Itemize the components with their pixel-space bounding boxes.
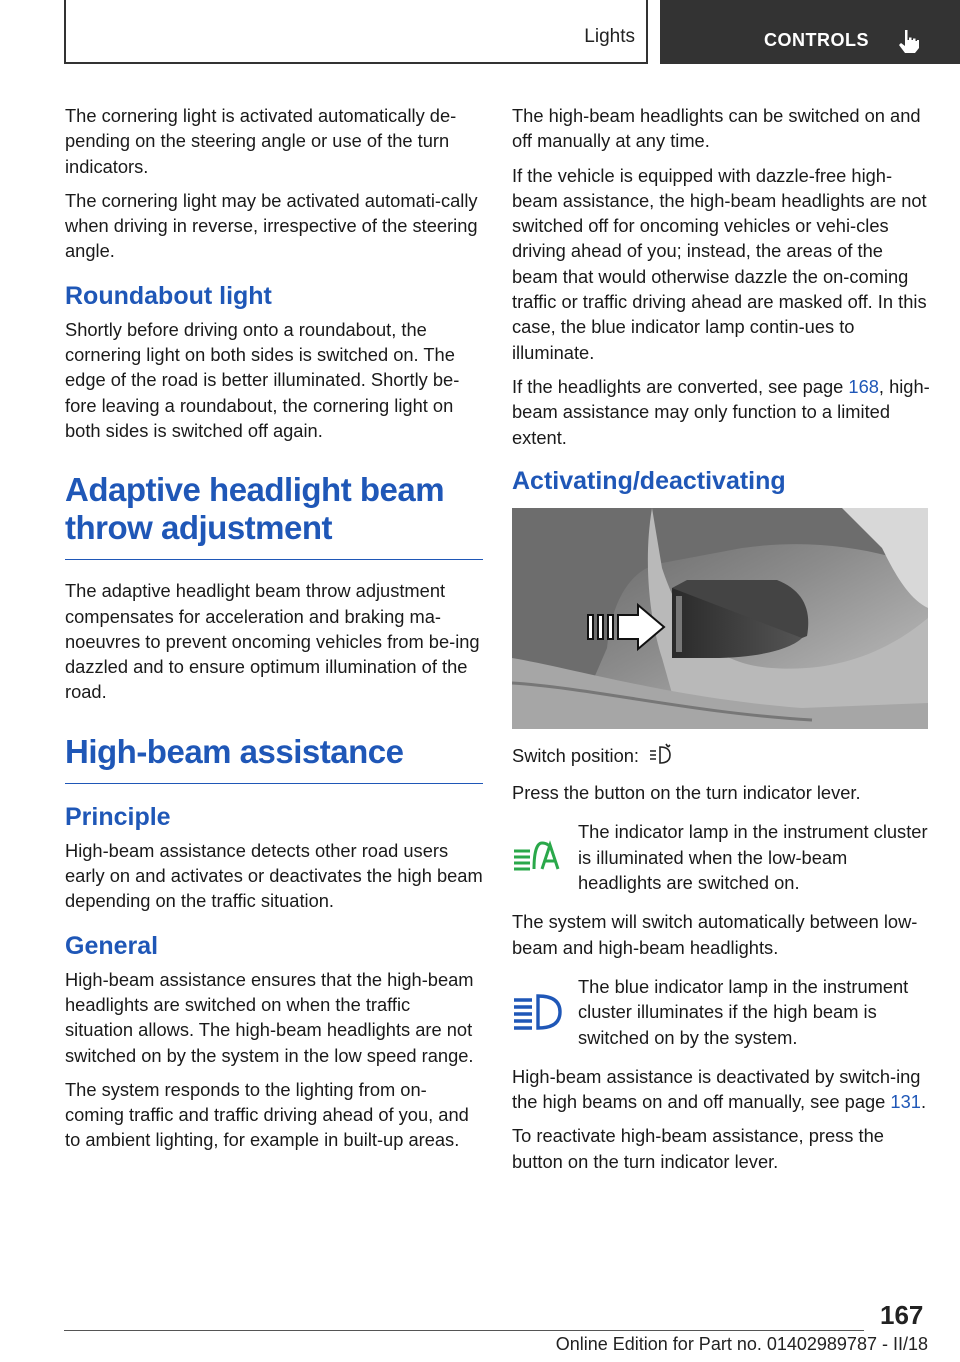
paragraph: The adaptive headlight beam throw adjustment compensates for acceleration and braking ma‐noeuvres to prevent oncoming vehicles from be‐ing dazzled and to ensure optimum illumination of the road. [65,580,480,703]
footer-rule [64,1330,864,1331]
paragraph: Shortly before driving onto a roundabout, the cornering light on both sides is switched on. The edge of the road is better illuminated. Shortly be‐fore leaving a roundabout, the cornering light on both sides is switched off again. [65,318,460,441]
paragraph [512,1064,930,1115]
header-chapter-tab[interactable] [660,0,960,64]
heading-activating-deactivating: Activating/deactivating [512,466,786,495]
switch-position-label: Switch position: [512,744,645,766]
high-beam-assist-green-lamp-icon [512,819,578,895]
turn-indicator-lever-photo [512,508,928,729]
page-number: 167 [880,1300,924,1330]
high-beam-blue-lamp-icon [512,974,578,1050]
indicator-lamp-row-blue [512,974,930,1050]
paragraph: The system responds to the lighting from on‐coming traffic and traffic driving ahead of you, and to ambient lighting, for example in built-up areas. [65,1078,469,1151]
paragraph: High-beam assistance detects other road users early on and activates or deactivates the high beam depending on the traffic situation. [65,839,483,912]
heading-rule [65,559,483,560]
paragraph [512,743,930,771]
heading-rule [65,783,483,784]
right-column [512,103,930,1183]
left-column [65,103,483,1162]
paragraph: The indicator lamp in the instrument cluster is illuminated when the low-beam headlights are switched on. [578,821,928,894]
text: High-beam assistance is deactivated by switch‐ing the high beams on and off manually, see page [512,1065,921,1113]
heading-adaptive-headlight: Adaptive headlight beam throw adjustment [65,471,445,547]
indicator-lamp-row-green [512,819,930,895]
paragraph: The system will switch automatically between low-beam and high-beam headlights. [512,911,918,958]
paragraph [512,374,930,450]
paragraph: To reactivate high-beam assistance, press the button on the turn indicator lever. [512,1125,884,1172]
text: If the headlights are converted, see page [512,375,849,397]
paragraph: The high-beam headlights can be switched on and off manually at any time. [512,105,921,152]
heading-principle: Principle [65,802,171,831]
header-chapter-label: CONTROLS [764,30,869,50]
paragraph: The cornering light is activated automatically de‐pending on the steering angle or use of the turn indicators. [65,105,457,177]
paragraph: Press the button on the turn indicator lever. [512,782,861,804]
auto-high-beam-switch-icon [648,743,674,771]
pointing-hand-icon [896,28,920,59]
text: . [920,1091,927,1113]
text: , high-beam assistance may only function to a limited extent. [512,375,930,448]
paragraph: If the vehicle is equipped with dazzle-free high-beam assistance, the high-beam headlights are not switched off for oncoming vehicles or vehi‐cles driving ahead of you; instead, the areas of the beam that would otherwise dazzle the on‐coming traffic or traffic driving ahead are masked off. In this case, the blue indicator lamp contin‐ues to illuminate. [512,164,927,363]
footer-edition-text: Online Edition for Part no. 01402989787 - II/18 [555,1334,928,1354]
paragraph: The cornering light may be activated automati‐cally when driving in reverse, irrespective of the steering angle. [65,189,478,262]
header-section-title: Lights [584,26,635,47]
page-link-131[interactable]: 131 [890,1091,921,1113]
heading-general: General [65,931,159,960]
heading-roundabout-light: Roundabout light [65,281,272,310]
paragraph: High-beam assistance ensures that the high-beam headlights are switched on when the traffic situation allows. The high-beam headlights are not switched on by the system in the low speed range. [65,968,474,1066]
paragraph: The blue indicator lamp in the instrument cluster illuminates if the high beam is switched on by the system. [578,975,909,1048]
page-link-168[interactable]: 168 [848,375,879,397]
heading-high-beam-assistance: High-beam assistance [65,732,404,770]
